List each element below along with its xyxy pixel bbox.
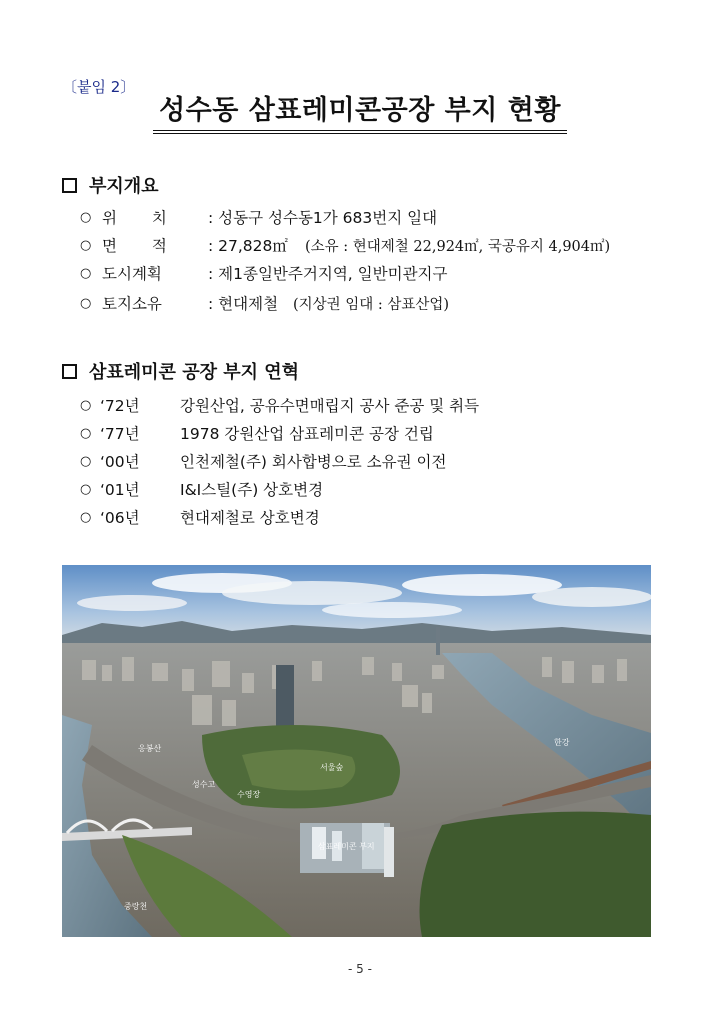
photo-label: 수영장 bbox=[237, 790, 261, 799]
aerial-photo bbox=[62, 565, 651, 937]
circle-bullet-icon: ○ bbox=[80, 238, 92, 253]
row-label: 면 적 bbox=[102, 237, 182, 255]
history-text: 강원산업, 공유수면매립지 공사 준공 및 취득 bbox=[180, 397, 480, 415]
circle-bullet-icon: ○ bbox=[80, 454, 92, 469]
row-value: : 현대제철 bbox=[208, 295, 279, 313]
history-year: ‘00년 bbox=[100, 453, 140, 471]
history-text: 인천제철(주) 회사합병으로 소유권 이전 bbox=[180, 453, 447, 471]
row-value: : 27,828㎡ bbox=[208, 237, 288, 255]
circle-bullet-icon: ○ bbox=[80, 426, 92, 441]
photo-label: 성수고 bbox=[192, 780, 216, 789]
row-label: 토지소유 bbox=[102, 295, 162, 313]
photo-label: 중랑천 bbox=[124, 902, 148, 911]
history-text: 1978 강원산업 삼표레미콘 공장 건립 bbox=[180, 425, 434, 443]
checkbox-square-icon bbox=[62, 178, 77, 193]
photo-label: 삼표레미콘 부지 bbox=[318, 842, 375, 851]
page-number: - 5 - bbox=[348, 962, 372, 976]
photo-label: 서울숲 bbox=[320, 763, 344, 772]
circle-bullet-icon: ○ bbox=[80, 266, 92, 281]
aerial-photo-illustration bbox=[62, 565, 651, 937]
page-title bbox=[0, 88, 720, 134]
history-text: I&I스틸(주) 상호변경 bbox=[180, 481, 324, 499]
row-note: (소유 : 현대제철 22,924㎡, 국공유지 4,904㎡) bbox=[305, 239, 611, 255]
circle-bullet-icon: ○ bbox=[80, 510, 92, 525]
circle-bullet-icon: ○ bbox=[80, 210, 92, 225]
section-heading-site-overview bbox=[62, 172, 159, 198]
circle-bullet-icon: ○ bbox=[80, 398, 92, 413]
page-title-text: 성수동 삼표레미콘공장 부지 현황 bbox=[153, 88, 567, 134]
row-value: : 성동구 성수동1가 683번지 일대 bbox=[208, 209, 438, 227]
history-year: ‘72년 bbox=[100, 397, 140, 415]
history-year: ‘06년 bbox=[100, 509, 140, 527]
row-note: (지상권 임대 : 삼표산업) bbox=[293, 297, 450, 313]
row-label: 위 치 bbox=[102, 209, 182, 227]
section-heading-text: 삼표레미콘 공장 부지 연혁 bbox=[89, 362, 300, 383]
row-value: : 제1종일반주거지역, 일반미관지구 bbox=[208, 265, 448, 283]
photo-label: 응봉산 bbox=[138, 744, 162, 753]
section-heading-text: 부지개요 bbox=[89, 176, 159, 197]
history-text: 현대제철로 상호변경 bbox=[180, 509, 320, 527]
photo-label: 한강 bbox=[554, 738, 570, 747]
circle-bullet-icon: ○ bbox=[80, 296, 92, 311]
checkbox-square-icon bbox=[62, 364, 77, 379]
circle-bullet-icon: ○ bbox=[80, 482, 92, 497]
section-heading-site-history bbox=[62, 358, 299, 384]
attachment-label: 〔붙임 2〕 bbox=[62, 78, 136, 96]
row-label: 도시계획 bbox=[102, 265, 162, 283]
history-year: ‘77년 bbox=[100, 425, 140, 443]
history-year: ‘01년 bbox=[100, 481, 140, 499]
